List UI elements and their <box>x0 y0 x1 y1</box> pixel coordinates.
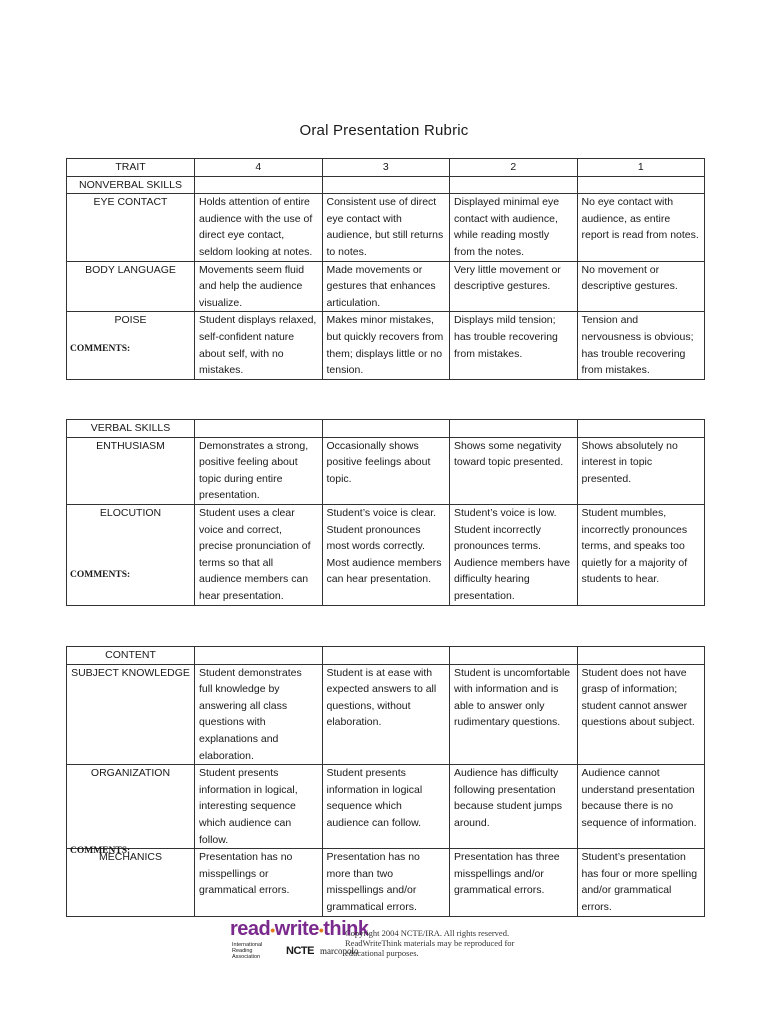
rubric-cell: Presentation has no misspellings or grammatical errors. <box>195 849 323 916</box>
table-row <box>67 664 705 765</box>
ira-logo: International Reading Association <box>232 942 263 960</box>
section-heading-row <box>67 176 705 194</box>
header-trait: TRAIT <box>67 159 195 177</box>
comments-label: COMMENTS: <box>70 570 131 580</box>
logo-dot-icon: • <box>270 922 275 938</box>
rubric-cell: Student’s voice is low. Student incorrectly pronounces terms. Audience members have difficulty hearing presentation. <box>450 504 578 605</box>
copyright-notice: Copyright 2004 NCTE/IRA. All rights reserved. ReadWriteThink materials may be reproduced for educational purposes. <box>345 928 515 958</box>
header-score-3: 3 <box>322 159 450 177</box>
rubric-cell: Very little movement or descriptive gestures. <box>450 261 578 312</box>
footer <box>230 918 550 970</box>
rubric-cell: No movement or descriptive gestures. <box>577 261 705 312</box>
rubric-cell: Shows absolutely no interest in topic presented. <box>577 437 705 504</box>
rubric-cell: No eye contact with audience, as entire report is read from notes. <box>577 194 705 261</box>
logo-read-text: read <box>230 918 271 940</box>
rubric-cell: Audience has difficulty following presentation because student jumps around. <box>450 765 578 849</box>
marcopolo-logo: marcopolo <box>319 946 359 956</box>
section-heading: VERBAL SKILLS <box>67 420 195 438</box>
nonverbal-skills-table <box>66 158 705 380</box>
rubric-cell: Student is uncomfortable with information and is able to answer only rudimentary questions. <box>450 664 578 765</box>
page-title: Oral Presentation Rubric <box>299 122 469 139</box>
rubric-cell: Student’s presentation has four or more spelling and/or grammatical errors. <box>577 849 705 916</box>
header-score-1: 1 <box>577 159 705 177</box>
rubric-cell: Occasionally shows positive feelings about topic. <box>322 437 450 504</box>
header-score-4: 4 <box>195 159 323 177</box>
rubric-cell: Student mumbles, incorrectly pronounces terms, and speaks too quietly for a majority of students to hear. <box>577 504 705 605</box>
header-score-2: 2 <box>450 159 578 177</box>
section-heading-row <box>67 647 705 665</box>
partner-logos <box>232 942 358 960</box>
rubric-cell: Presentation has no more than two misspellings and/or grammatical errors. <box>322 849 450 916</box>
trait-label: BODY LANGUAGE <box>67 261 195 312</box>
trait-label: SUBJECT KNOWLEDGE <box>67 664 195 765</box>
verbal-skills-table <box>66 419 705 606</box>
rubric-cell: Makes minor mistakes, but quickly recovers from them; displays little or no tension. <box>322 312 450 379</box>
comments-label: COMMENTS: <box>70 344 131 354</box>
trait-label: ELOCUTION <box>67 504 195 605</box>
ncte-logo: NCTE <box>286 945 314 957</box>
content-table <box>66 646 705 917</box>
rubric-cell: Tension and nervousness is obvious; has trouble recovering from mistakes. <box>577 312 705 379</box>
trait-label: EYE CONTACT <box>67 194 195 261</box>
rubric-cell: Displays mild tension; has trouble recovering from mistakes. <box>450 312 578 379</box>
trait-label: ENTHUSIASM <box>67 437 195 504</box>
rubric-cell: Student presents information in logical, interesting sequence which audience can follow. <box>195 765 323 849</box>
table-row <box>67 194 705 261</box>
trait-label: POISE <box>67 312 195 379</box>
rubric-cell: Demonstrates a strong, positive feeling about topic during entire presentation. <box>195 437 323 504</box>
table-row <box>67 312 705 379</box>
rubric-cell: Displayed minimal eye contact with audience, while reading mostly from the notes. <box>450 194 578 261</box>
logo-think-text: think <box>323 918 369 940</box>
table-row <box>67 504 705 605</box>
rubric-cell: Student is at ease with expected answers to all questions, without elaboration. <box>322 664 450 765</box>
trait-label: MECHANICS <box>67 849 195 916</box>
table-row <box>67 765 705 849</box>
rubric-cell: Holds attention of entire audience with the use of direct eye contact, seldom looking at notes. <box>195 194 323 261</box>
table-row <box>67 437 705 504</box>
rubric-cell: Student demonstrates full knowledge by answering all class questions with explanations and elaboration. <box>195 664 323 765</box>
trait-label: ORGANIZATION <box>67 765 195 849</box>
rubric-cell: Audience cannot understand presentation because there is no sequence of information. <box>577 765 705 849</box>
section-heading: NONVERBAL SKILLS <box>67 176 195 194</box>
rubric-cell: Student presents information in logical sequence which audience can follow. <box>322 765 450 849</box>
rubric-cell: Shows some negativity toward topic presented. <box>450 437 578 504</box>
logo-write-text: write <box>274 918 319 940</box>
rubric-cell: Student’s voice is clear. Student pronounces most words correctly. Most audience members can hear presentation. <box>322 504 450 605</box>
rubric-cell: Consistent use of direct eye contact with audience, but still returns to notes. <box>322 194 450 261</box>
rubric-cell: Student displays relaxed, self-confident nature about self, with no mistakes. <box>195 312 323 379</box>
comments-label: COMMENTS: <box>70 846 131 856</box>
rubric-cell: Student does not have grasp of information; student cannot answer questions about subject. <box>577 664 705 765</box>
section-heading-row <box>67 420 705 438</box>
rubric-cell: Made movements or gestures that enhances articulation. <box>322 261 450 312</box>
table-row <box>67 261 705 312</box>
rubric-cell: Movements seem fluid and help the audience visualize. <box>195 261 323 312</box>
logo-dot-icon: • <box>318 922 324 938</box>
section-heading: CONTENT <box>67 647 195 665</box>
rubric-cell: Presentation has three misspellings and/or grammatical errors. <box>450 849 578 916</box>
header-row <box>67 159 705 177</box>
rubric-cell: Student uses a clear voice and correct, precise pronunciation of terms so that all audience members can hear presentation. <box>195 504 323 605</box>
table-row <box>67 849 705 916</box>
